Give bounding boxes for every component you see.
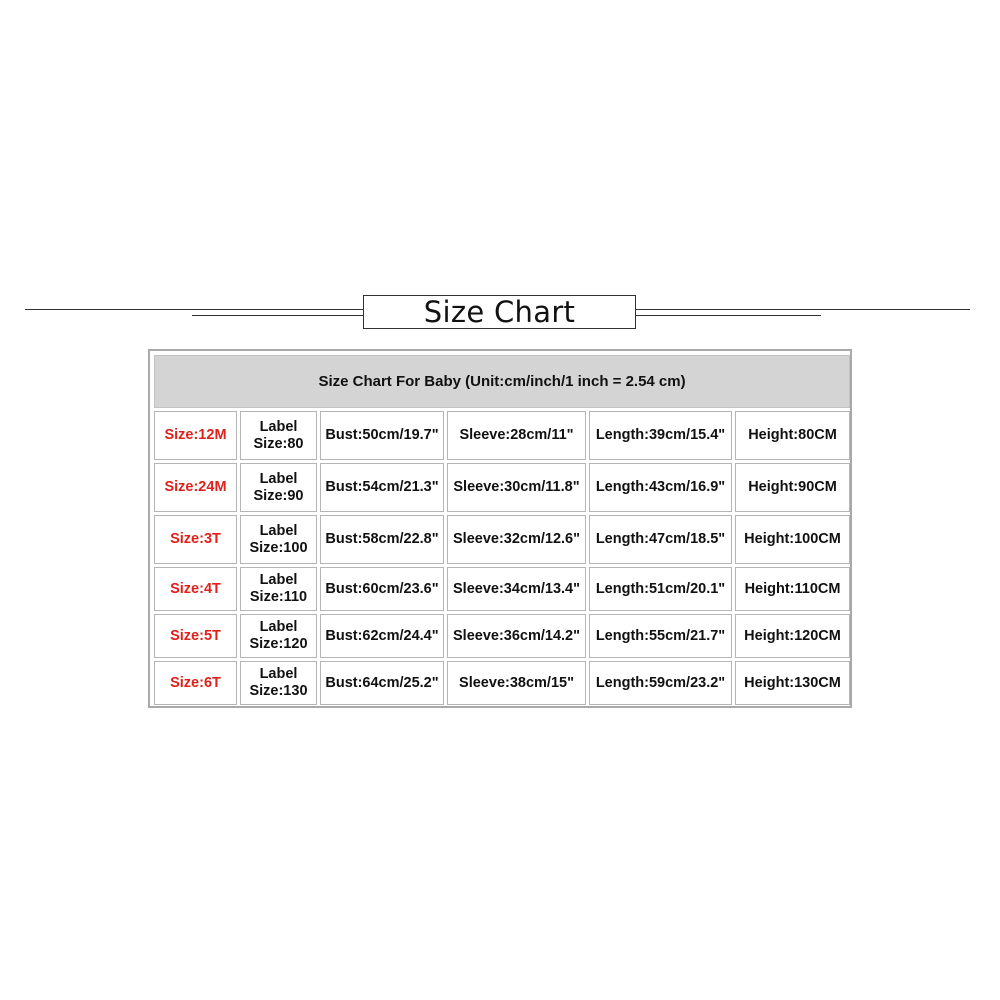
- label-text: Label: [259, 666, 298, 682]
- height-cell: Height:120CM: [735, 614, 850, 658]
- length-cell: Length:43cm/16.9": [589, 463, 732, 512]
- bust-cell: Bust:54cm/21.3": [320, 463, 444, 512]
- length-cell: Length:55cm/21.7": [589, 614, 732, 658]
- label-text: Label: [259, 522, 298, 539]
- height-cell: Height:100CM: [735, 515, 850, 564]
- table-row: [154, 661, 850, 705]
- table-row: [154, 614, 850, 658]
- height-cell: Height:80CM: [735, 411, 850, 460]
- label-size-cell: [240, 661, 317, 705]
- sleeve-cell: Sleeve:34cm/13.4": [447, 567, 586, 611]
- size-cell: Size:3T: [154, 515, 237, 564]
- sleeve-cell: Sleeve:30cm/11.8": [447, 463, 586, 512]
- title-rule-right-long: [636, 309, 970, 310]
- table-header: Size Chart For Baby (Unit:cm/inch/1 inch = 2.54 cm): [154, 355, 850, 408]
- table-row: [154, 411, 850, 460]
- label-size-cell: [240, 567, 317, 611]
- size-chart-table: [151, 352, 853, 708]
- size-cell: Size:5T: [154, 614, 237, 658]
- label-size-value: Size:100: [249, 539, 308, 556]
- size-cell: Size:12M: [154, 411, 237, 460]
- sleeve-cell: Sleeve:28cm/11": [447, 411, 586, 460]
- bust-cell: Bust:58cm/22.8": [320, 515, 444, 564]
- table-row: [154, 567, 850, 611]
- label-size-value: Size:90: [253, 487, 304, 504]
- label-text: Label: [259, 572, 298, 588]
- height-cell: Height:110CM: [735, 567, 850, 611]
- label-text: Label: [259, 470, 298, 487]
- table-header-row: [154, 355, 850, 408]
- length-cell: Length:39cm/15.4": [589, 411, 732, 460]
- label-size-cell: [240, 614, 317, 658]
- page-title: Size Chart: [363, 295, 636, 329]
- label-size-value: Size:110: [249, 589, 308, 605]
- sleeve-cell: Sleeve:36cm/14.2": [447, 614, 586, 658]
- size-chart-frame: [148, 349, 852, 708]
- label-size-cell: [240, 463, 317, 512]
- title-rule-right-short: [636, 315, 821, 316]
- sleeve-cell: Sleeve:32cm/12.6": [447, 515, 586, 564]
- label-size-value: Size:80: [253, 435, 304, 452]
- table-row: [154, 515, 850, 564]
- bust-cell: Bust:62cm/24.4": [320, 614, 444, 658]
- label-size-cell: [240, 515, 317, 564]
- length-cell: Length:47cm/18.5": [589, 515, 732, 564]
- label-size-value: Size:120: [249, 636, 308, 652]
- size-cell: Size:6T: [154, 661, 237, 705]
- bust-cell: Bust:64cm/25.2": [320, 661, 444, 705]
- title-rule-left-long: [25, 309, 363, 310]
- size-cell: Size:24M: [154, 463, 237, 512]
- height-cell: Height:130CM: [735, 661, 850, 705]
- title-rule-left-short: [192, 315, 363, 316]
- size-cell: Size:4T: [154, 567, 237, 611]
- bust-cell: Bust:50cm/19.7": [320, 411, 444, 460]
- bust-cell: Bust:60cm/23.6": [320, 567, 444, 611]
- label-size-cell: [240, 411, 317, 460]
- label-text: Label: [259, 619, 298, 635]
- table-row: [154, 463, 850, 512]
- length-cell: Length:51cm/20.1": [589, 567, 732, 611]
- length-cell: Length:59cm/23.2": [589, 661, 732, 705]
- height-cell: Height:90CM: [735, 463, 850, 512]
- sleeve-cell: Sleeve:38cm/15": [447, 661, 586, 705]
- label-size-value: Size:130: [249, 683, 308, 699]
- label-text: Label: [259, 418, 298, 435]
